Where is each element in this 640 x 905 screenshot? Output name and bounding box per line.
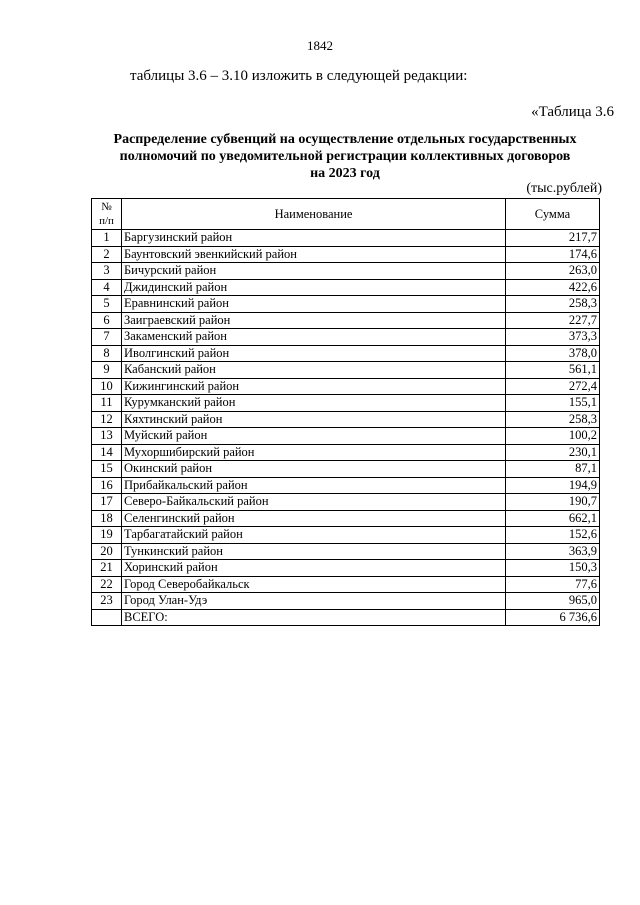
row-sum: 217,7 <box>506 230 600 247</box>
row-number: 9 <box>92 362 122 379</box>
table-row <box>92 345 600 362</box>
total-label: ВСЕГО: <box>122 609 506 626</box>
table-row <box>92 428 600 445</box>
row-name: Хоринский район <box>122 560 506 577</box>
row-sum: 378,0 <box>506 345 600 362</box>
row-name: Закаменский район <box>122 329 506 346</box>
row-number: 11 <box>92 395 122 412</box>
row-name: Мухоршибирский район <box>122 444 506 461</box>
row-sum: 263,0 <box>506 263 600 280</box>
row-name: Еравнинский район <box>122 296 506 313</box>
row-number: 18 <box>92 510 122 527</box>
row-name: Тункинский район <box>122 543 506 560</box>
row-name: Заиграевский район <box>122 312 506 329</box>
table-row <box>92 543 600 560</box>
row-sum: 422,6 <box>506 279 600 296</box>
table-row <box>92 477 600 494</box>
table-row <box>92 494 600 511</box>
row-number: 5 <box>92 296 122 313</box>
row-sum: 227,7 <box>506 312 600 329</box>
page-number: 1842 <box>307 38 333 53</box>
row-sum: 87,1 <box>506 461 600 478</box>
row-number: 12 <box>92 411 122 428</box>
row-sum: 152,6 <box>506 527 600 544</box>
table-row <box>92 312 600 329</box>
header-sum: Сумма <box>506 199 600 230</box>
table-row <box>92 411 600 428</box>
table-header-row <box>92 199 600 230</box>
row-sum: 258,3 <box>506 296 600 313</box>
header-number <box>92 199 122 230</box>
table-row <box>92 461 600 478</box>
row-number: 6 <box>92 312 122 329</box>
title-line: на 2023 год <box>310 166 380 181</box>
row-number: 2 <box>92 246 122 263</box>
table-row <box>92 527 600 544</box>
total-number <box>92 609 122 626</box>
row-sum: 100,2 <box>506 428 600 445</box>
row-number: 15 <box>92 461 122 478</box>
subvention-table <box>91 198 600 626</box>
row-sum: 258,3 <box>506 411 600 428</box>
row-sum: 272,4 <box>506 378 600 395</box>
row-sum: 373,3 <box>506 329 600 346</box>
header-number-line2: п/п <box>99 215 114 227</box>
table-body <box>92 230 600 626</box>
row-sum: 77,6 <box>506 576 600 593</box>
row-sum: 662,1 <box>506 510 600 527</box>
row-number: 20 <box>92 543 122 560</box>
table-row <box>92 510 600 527</box>
table-row <box>92 560 600 577</box>
row-number: 4 <box>92 279 122 296</box>
row-number: 21 <box>92 560 122 577</box>
units-label: (тыс.рублей) <box>526 181 602 196</box>
table-row <box>92 362 600 379</box>
row-sum: 190,7 <box>506 494 600 511</box>
row-number: 16 <box>92 477 122 494</box>
row-number: 22 <box>92 576 122 593</box>
table-row <box>92 246 600 263</box>
row-name: Прибайкальский район <box>122 477 506 494</box>
row-sum: 174,6 <box>506 246 600 263</box>
row-sum: 561,1 <box>506 362 600 379</box>
row-name: Окинский район <box>122 461 506 478</box>
row-sum: 965,0 <box>506 593 600 610</box>
total-sum: 6 736,6 <box>506 609 600 626</box>
row-number: 8 <box>92 345 122 362</box>
row-name: Кяхтинский район <box>122 411 506 428</box>
row-number: 1 <box>92 230 122 247</box>
row-sum: 363,9 <box>506 543 600 560</box>
table-row <box>92 296 600 313</box>
row-number: 3 <box>92 263 122 280</box>
row-sum: 194,9 <box>506 477 600 494</box>
row-name: Кижингинский район <box>122 378 506 395</box>
row-name: Иволгинский район <box>122 345 506 362</box>
row-name: Курумканский район <box>122 395 506 412</box>
row-number: 7 <box>92 329 122 346</box>
table-title <box>80 131 610 182</box>
header-name: Наименование <box>122 199 506 230</box>
row-number: 13 <box>92 428 122 445</box>
row-number: 10 <box>92 378 122 395</box>
row-name: Джидинский район <box>122 279 506 296</box>
table-row <box>92 576 600 593</box>
table-row <box>92 378 600 395</box>
row-name: Город Улан-Удэ <box>122 593 506 610</box>
table-row <box>92 593 600 610</box>
intro-text: таблицы 3.6 – 3.10 изложить в следующей редакции: <box>130 68 468 84</box>
table-row <box>92 395 600 412</box>
row-name: Баргузинский район <box>122 230 506 247</box>
row-name: Баунтовский эвенкийский район <box>122 246 506 263</box>
row-sum: 155,1 <box>506 395 600 412</box>
row-name: Муйский район <box>122 428 506 445</box>
row-name: Селенгинский район <box>122 510 506 527</box>
table-reference: «Таблица 3.6 <box>531 104 614 120</box>
row-number: 17 <box>92 494 122 511</box>
row-number: 19 <box>92 527 122 544</box>
table-row <box>92 444 600 461</box>
table-row <box>92 279 600 296</box>
title-line: Распределение субвенций на осуществление отдельных государственных <box>113 132 577 147</box>
row-sum: 150,3 <box>506 560 600 577</box>
title-line: полномочий по уведомительной регистрации коллективных договоров <box>119 149 571 164</box>
table-row <box>92 329 600 346</box>
row-name: Тарбагатайский район <box>122 527 506 544</box>
row-name: Город Северобайкальск <box>122 576 506 593</box>
table-row <box>92 230 600 247</box>
row-number: 23 <box>92 593 122 610</box>
header-number-line1: № <box>101 201 112 213</box>
table-total-row <box>92 609 600 626</box>
row-name: Северо-Байкальский район <box>122 494 506 511</box>
row-name: Кабанский район <box>122 362 506 379</box>
table-row <box>92 263 600 280</box>
row-name: Бичурский район <box>122 263 506 280</box>
row-sum: 230,1 <box>506 444 600 461</box>
row-number: 14 <box>92 444 122 461</box>
